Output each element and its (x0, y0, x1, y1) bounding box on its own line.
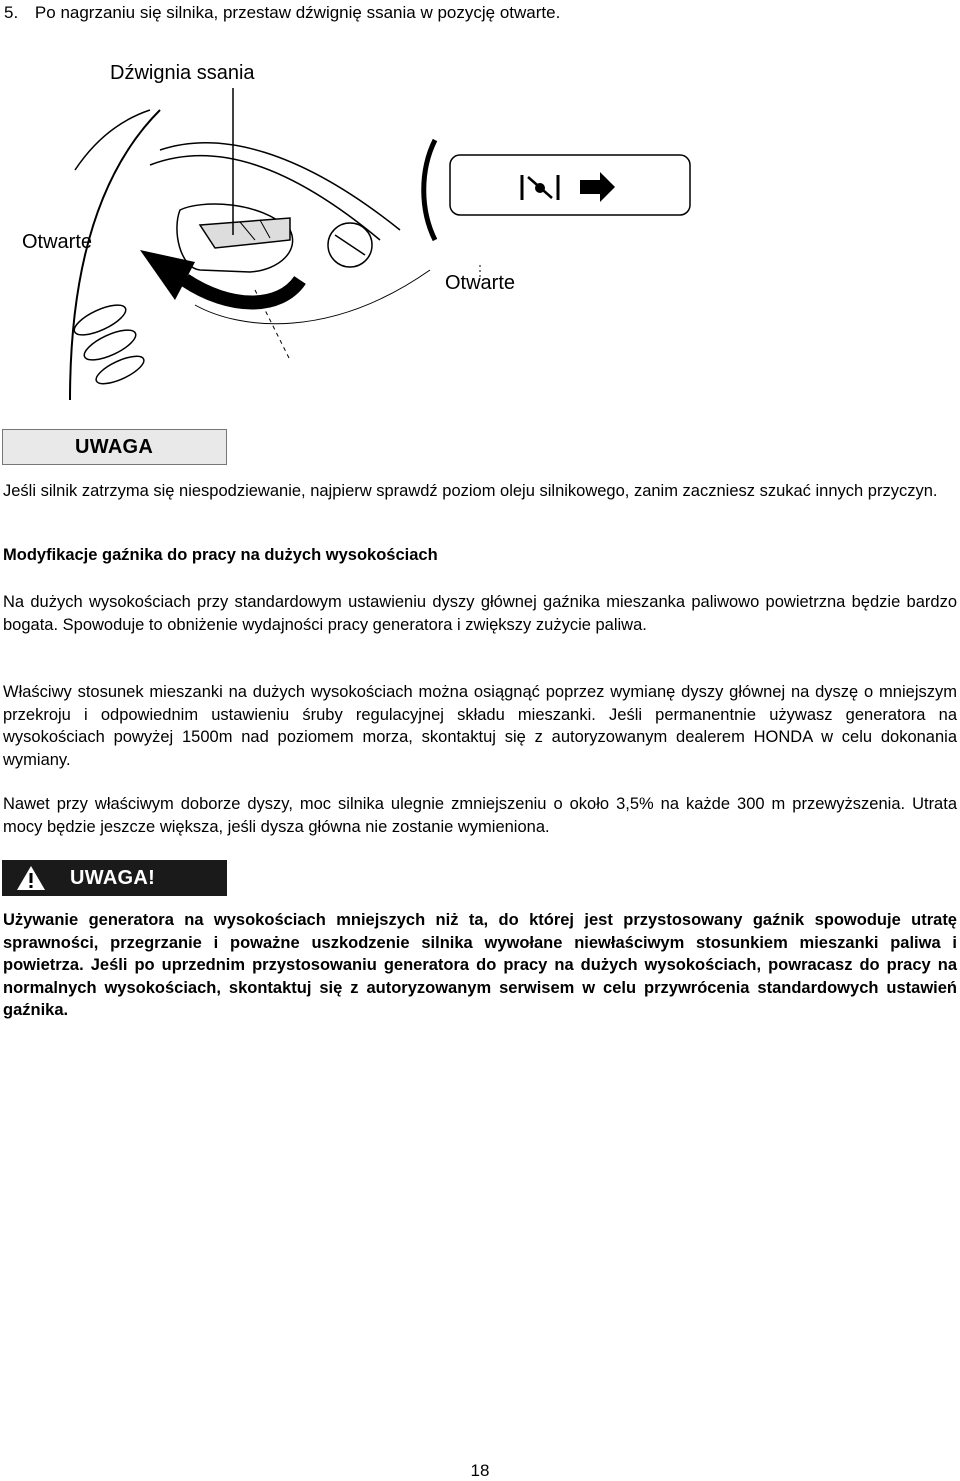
step-number: 5. (4, 3, 19, 22)
exclamation-triangle-icon (16, 865, 46, 891)
figure-title: Dźwignia ssania (110, 62, 255, 84)
section-paragraph-2: Właściwy stosunek mieszanki na dużych wysokościach można osiągnąć poprzez wymianę dyszy głównej na dyszę o mniejszym przekroju i odpowiednim ustawieniu śruby regulacyjnej składu mieszanki. Jeśli permanentnie używasz generatora na wysokościach powyżej 1500m nad poziomem morza, skontaktuj się z autoryzowanym dealerem HONDA w celu dokonania wymiany. (3, 683, 957, 769)
choke-symbol-icon (522, 175, 558, 200)
warning-heading-box (2, 860, 227, 896)
notice-heading: UWAGA (75, 435, 154, 458)
figure-label-right: Otwarte (445, 272, 516, 294)
choke-lever-figure (0, 40, 700, 420)
warning-text: Używanie generatora na wysokościach mniejszych niż ta, do której jest przystosowany gaźnik spowoduje utratę sprawności, przegrzanie i poważne uszkodzenie silnika wywołane niewłaściwym stosunkiem mieszanki paliwa i powietrza. Jeśli po uprzednim przystosowaniu generatora do pracy na dużych wysokościach, powracasz do pracy na normalnych wysokościach, skontaktuj się z autoryzowanym serwisem w celu przywrócenia standardowych ustawień gaźnika. (3, 911, 957, 1020)
notice-text: Jeśli silnik zatrzyma się niespodziewanie, najpierw sprawdź poziom oleju silnikowego, zanim zaczniesz szukać innych przyczyn. (3, 482, 938, 500)
section-heading: Modyfikacje gaźnika do pracy na dużych wysokościach (3, 546, 438, 564)
arrow-right-icon (580, 172, 615, 202)
step-text: Po nagrzaniu się silnika, przestaw dźwignię ssania w pozycję otwarte. (34, 3, 561, 22)
notice-heading-box (2, 429, 227, 465)
figure-label-left: Otwarte (22, 231, 93, 253)
warning-heading: UWAGA! (70, 866, 156, 889)
section-paragraph-1: Na dużych wysokościach przy standardowym ustawieniu dyszy głównej gaźnika mieszanka paliwowo powietrzna będzie bardzo bogata. Spowoduje to obniżenie wydajności pracy generatora i zwiększy zużycie paliwa. (3, 593, 957, 634)
generator-illustration (0, 40, 700, 420)
section-paragraph-3: Nawet przy właściwym doborze dyszy, moc silnika ulegnie zmniejszeniu o około 3,5% na każde 300 m przewyższenia. Utrata mocy będzie jeszcze większa, jeśli dysza główna nie zostanie wymieniona. (3, 795, 957, 836)
page-number: 18 (470, 1461, 490, 1480)
step-5 (4, 3, 560, 23)
